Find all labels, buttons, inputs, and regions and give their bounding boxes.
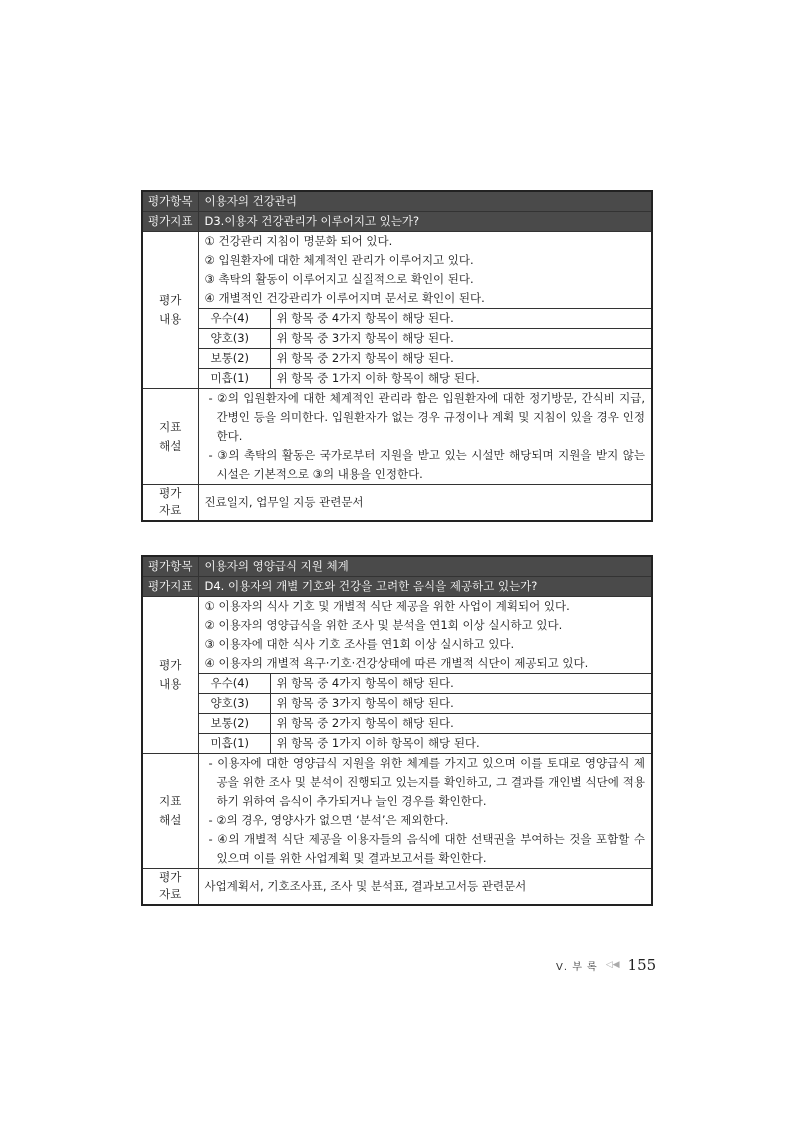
note-item: - ②의 경우, 영양사가 없으면 ‘분석’은 제외한다.: [208, 813, 449, 827]
note-label: 지표 해설: [159, 794, 182, 827]
criterion: ④ 이용자의 개별적 욕구·기호·건강상태에 따른 개별적 식단이 제공되고 있다.: [204, 656, 589, 670]
grade-name: 우수(4): [198, 674, 270, 694]
grade-name: 양호(3): [198, 694, 270, 714]
material-value: 진료일지, 업무일 지등 관련문서: [198, 485, 652, 521]
note-item: - ②의 입원환자에 대한 체계적인 관리라 함은 입원환자에 대한 정기방문, 간식비 지급, 간병인 등을 의미한다. 입원환자가 없는 경우 규정이나 계획 및 지침이 있을 경우 인정한다.: [208, 391, 645, 443]
criterion: ③ 촉탁의 활동이 이루어지고 실질적으로 확인이 된다.: [204, 272, 474, 286]
grade-name: 양호(3): [198, 329, 270, 349]
criteria-list: [198, 232, 652, 309]
note-item: - 이용자에 대한 영양급식 지원을 위한 체계를 가지고 있으며 이를 토대로 영양급식 제공을 위한 조사 및 분석이 진행되고 있는지를 확인하고, 그 결과를 개인별 식단에 적용하기 위하여 음식이 추가되거나 늘인 경우를 확인한다.: [208, 756, 645, 808]
grade-row: [142, 734, 652, 754]
note-label: 지표 해설: [159, 419, 182, 453]
criterion: ② 입원환자에 대한 체계적인 관리가 이루어지고 있다.: [204, 253, 474, 267]
indicator-label: 평가지표: [142, 212, 198, 232]
evaluation-table-d4: [141, 555, 653, 906]
grade-desc: 위 항목 중 3가지 항목이 해당 된다.: [270, 694, 652, 714]
grade-row: [142, 694, 652, 714]
grade-desc: 위 항목 중 3가지 항목이 해당 된다.: [270, 329, 652, 349]
grade-desc: 위 항목 중 2가지 항목이 해당 된다.: [270, 349, 652, 369]
note-list: [198, 754, 652, 869]
grade-desc: 위 항목 중 4가지 항목이 해당 된다.: [270, 309, 652, 329]
content-label: 평가 내용: [159, 293, 182, 326]
grade-row: [142, 349, 652, 369]
indicator-value: D3.이용자 건강관리가 이루어지고 있는가?: [198, 212, 652, 232]
item-value: 이용자의 건강관리: [198, 191, 652, 212]
item-label: 평가항목: [142, 556, 198, 577]
material-label: 평가 자료: [159, 870, 182, 902]
criterion: ① 건강관리 지침이 명문화 되어 있다.: [204, 234, 393, 248]
evaluation-table-d3: [141, 190, 653, 522]
grade-name: 미흡(1): [198, 734, 270, 754]
arrows-icon: ◁◀: [605, 960, 620, 970]
criterion: ③ 이용자에 대한 식사 기호 조사를 연1회 이상 실시하고 있다.: [204, 637, 515, 651]
grade-row: [142, 309, 652, 329]
indicator-label: 평가지표: [142, 577, 198, 597]
grade-desc: 위 항목 중 1가지 이하 항목이 해당 된다.: [270, 369, 652, 389]
page-footer: [556, 955, 656, 975]
indicator-value: D4. 이용자의 개별 기호와 건강을 고려한 음식을 제공하고 있는가?: [198, 577, 652, 597]
grade-name: 미흡(1): [198, 369, 270, 389]
grade-name: 우수(4): [198, 309, 270, 329]
criterion: ④ 개별적인 건강관리가 이루어지며 문서로 확인이 된다.: [204, 291, 485, 305]
note-list: [198, 389, 652, 485]
grade-row: [142, 369, 652, 389]
criterion: ① 이용자의 식사 기호 및 개별적 식단 제공을 위한 사업이 계획되어 있다.: [204, 599, 570, 613]
grade-row: [142, 714, 652, 734]
section-label: Ⅴ. 부 록: [556, 961, 598, 973]
page-number: 155: [627, 956, 657, 974]
criteria-list: [198, 597, 652, 674]
grade-row: [142, 329, 652, 349]
criterion: ② 이용자의 영양급식을 위한 조사 및 분석을 연1회 이상 실시하고 있다.: [204, 618, 563, 632]
note-item: - ③의 촉탁의 활동은 국가로부터 지원을 받고 있는 시설만 해당되며 지원을 받지 않는 시설은 기본적으로 ③의 내용을 인정한다.: [208, 448, 645, 481]
note-item: - ④의 개별적 식단 제공을 이용자들의 음식에 대한 선택권을 부여하는 것을 포함할 수 있으며 이를 위한 사업계획 및 결과보고서를 확인한다.: [208, 832, 645, 865]
grade-desc: 위 항목 중 2가지 항목이 해당 된다.: [270, 714, 652, 734]
grade-desc: 위 항목 중 1가지 이하 항목이 해당 된다.: [270, 734, 652, 754]
material-label: 평가 자료: [159, 486, 182, 518]
item-value: 이용자의 영양급식 지원 체계: [198, 556, 652, 577]
grade-name: 보통(2): [198, 714, 270, 734]
content-label: 평가 내용: [159, 658, 182, 691]
grade-desc: 위 항목 중 4가지 항목이 해당 된다.: [270, 674, 652, 694]
item-label: 평가항목: [142, 191, 198, 212]
grade-name: 보통(2): [198, 349, 270, 369]
grade-row: [142, 674, 652, 694]
material-value: 사업계획서, 기호조사표, 조사 및 분석표, 결과보고서등 관련문서: [198, 869, 652, 905]
